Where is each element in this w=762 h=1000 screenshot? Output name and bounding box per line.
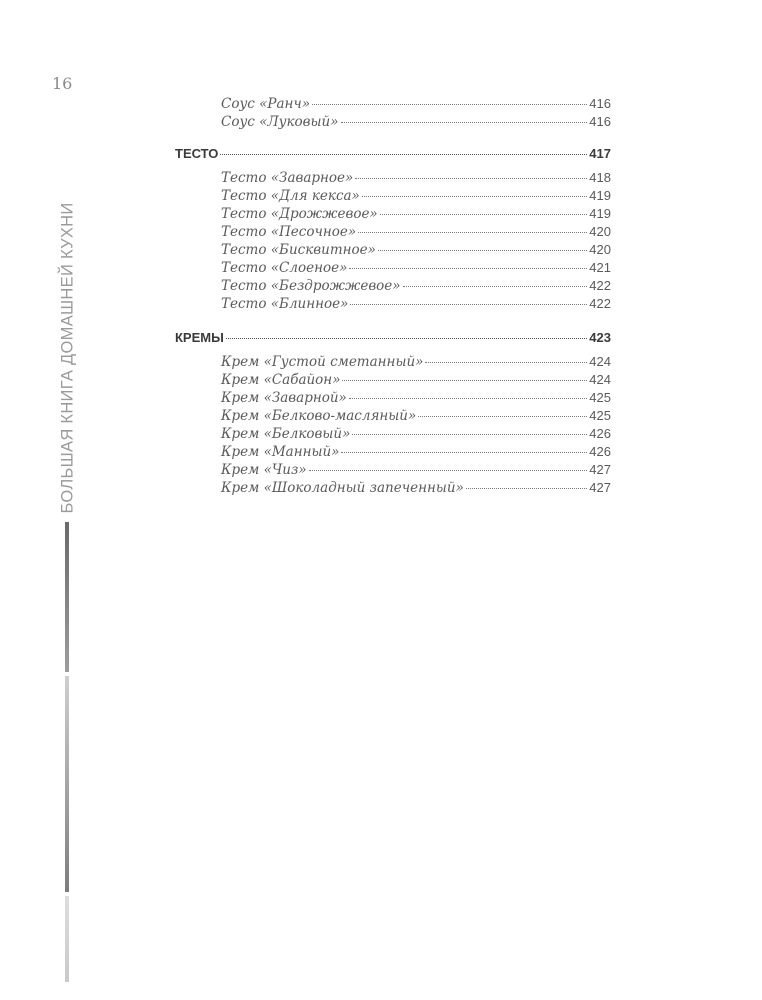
dot-leader [226, 338, 587, 339]
dot-leader [220, 154, 587, 155]
page-number: 16 [52, 74, 73, 93]
dot-leader [341, 452, 587, 453]
toc-section-title: ТЕСТО [175, 146, 219, 161]
toc-entry-page: 420 [589, 242, 611, 257]
toc-entry-page: 425 [589, 390, 611, 405]
dot-leader [341, 122, 588, 123]
toc-entry-title: Крем «Шоколадный запеченный» [221, 480, 464, 496]
toc-entry-title: Тесто «Бездрожжевое» [221, 278, 401, 294]
spine-decoration-bar [65, 896, 69, 982]
toc-entry[interactable] [221, 169, 611, 187]
toc-entry-page: 425 [589, 408, 611, 423]
toc-entry-page: 422 [589, 278, 611, 293]
dot-leader [349, 398, 587, 399]
toc-entry[interactable] [221, 389, 611, 407]
toc-entry-title: Тесто «Для кекса» [221, 188, 360, 204]
spine-decoration-bar [65, 522, 69, 672]
toc-entry-title: Крем «Сабайон» [221, 372, 341, 388]
toc-entry-title: Соус «Ранч» [221, 96, 311, 112]
toc-entry-title: Крем «Чиз» [221, 462, 307, 478]
toc-section-creams[interactable] [175, 329, 611, 347]
toc-entry-title: Тесто «Бисквитное» [221, 242, 376, 258]
toc-entry[interactable] [221, 187, 611, 205]
spine-decoration-bar [65, 676, 69, 892]
toc-entry-page: 424 [589, 354, 611, 369]
toc-entry[interactable] [221, 223, 611, 241]
toc-section-page: 417 [589, 146, 611, 161]
toc-entry[interactable] [221, 95, 611, 113]
toc-entry[interactable] [221, 461, 611, 479]
book-spine-title-text: БОЛЬШАЯ КНИГА ДОМАШНЕЙ КУХНИ [58, 202, 77, 514]
toc-entry-page: 416 [589, 96, 611, 111]
toc-entry-title: Тесто «Слоеное» [221, 260, 348, 276]
book-spine-title [58, 202, 78, 514]
dot-leader [309, 470, 588, 471]
dot-leader [350, 304, 587, 305]
toc-section-page: 423 [589, 330, 611, 345]
toc-entry-page: 419 [589, 206, 611, 221]
toc-entry-page: 419 [589, 188, 611, 203]
toc-entry-title: Крем «Белковый» [221, 426, 351, 442]
toc-entry-page: 420 [589, 224, 611, 239]
toc-entry[interactable] [221, 205, 611, 223]
toc-entry-title: Тесто «Блинное» [221, 296, 349, 312]
toc-entry[interactable] [221, 295, 611, 313]
toc-entry-page: 416 [589, 114, 611, 129]
toc-entry-page: 427 [589, 462, 611, 477]
toc-entry[interactable] [221, 443, 611, 461]
toc-entry[interactable] [221, 259, 611, 277]
toc-entry-title: Крем «Белково-масляный» [221, 408, 417, 424]
toc-entry-page: 422 [589, 296, 611, 311]
toc-entry-page: 421 [589, 260, 611, 275]
toc-entry-title: Крем «Манный» [221, 444, 340, 460]
toc-entry-page: 418 [589, 170, 611, 185]
dot-leader [466, 488, 587, 489]
dot-leader [342, 380, 587, 381]
toc-entry[interactable] [221, 425, 611, 443]
toc-entry[interactable] [221, 407, 611, 425]
toc-entry[interactable] [221, 241, 611, 259]
toc-entry[interactable] [221, 479, 611, 497]
dot-leader [352, 434, 587, 435]
toc-section-title: КРЕМЫ [175, 330, 224, 345]
toc-entry-title: Тесто «Дрожжевое» [221, 206, 378, 222]
toc-entry-page: 424 [589, 372, 611, 387]
toc-entry-page: 426 [589, 444, 611, 459]
toc-entry-page: 427 [589, 480, 611, 495]
toc-section-dough[interactable] [175, 145, 611, 163]
toc-entry-title: Соус «Луковый» [221, 114, 339, 130]
dot-leader [418, 416, 587, 417]
toc-entry[interactable] [221, 277, 611, 295]
dot-leader [355, 178, 587, 179]
toc-entry-title: Тесто «Песочное» [221, 224, 357, 240]
dot-leader [378, 250, 587, 251]
dot-leader [362, 196, 587, 197]
dot-leader [380, 214, 588, 215]
dot-leader [349, 268, 587, 269]
toc-entry[interactable] [221, 371, 611, 389]
toc-entry-page: 426 [589, 426, 611, 441]
dot-leader [358, 232, 587, 233]
toc-entry-title: Крем «Заварной» [221, 390, 347, 406]
dot-leader [312, 104, 587, 105]
dot-leader [403, 286, 588, 287]
toc-entry-title: Тесто «Заварное» [221, 170, 354, 186]
toc-entry-title: Крем «Густой сметанный» [221, 354, 424, 370]
toc-entry[interactable] [221, 113, 611, 131]
toc-entry[interactable] [221, 353, 611, 371]
dot-leader [425, 362, 587, 363]
